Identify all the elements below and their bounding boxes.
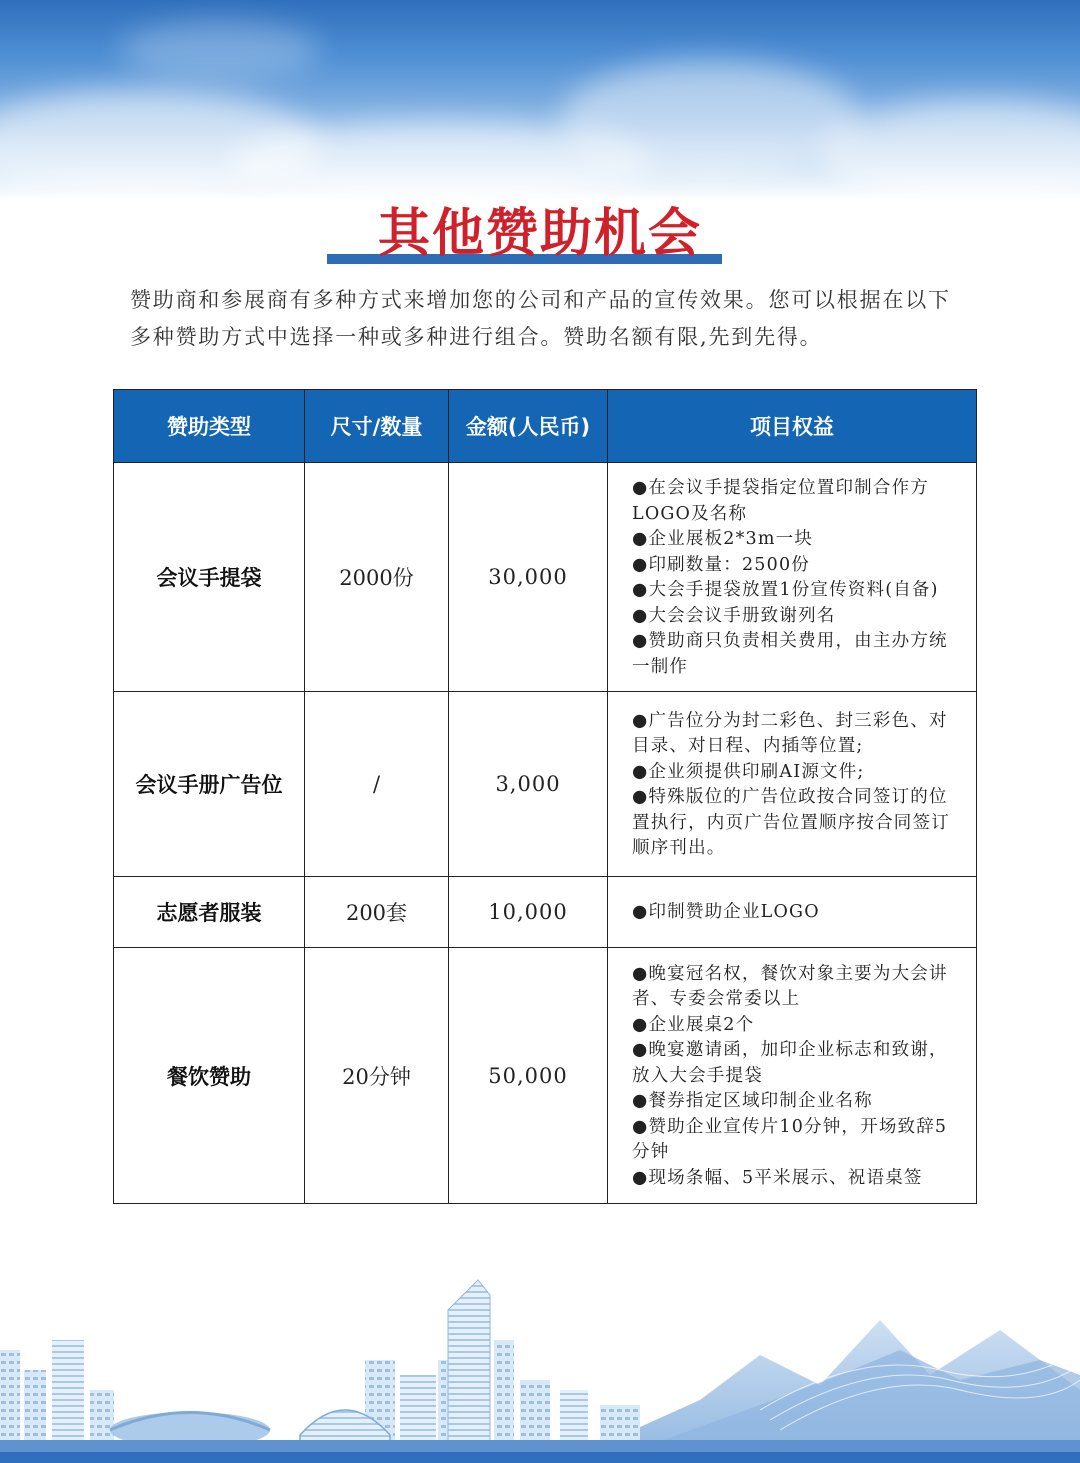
benefit-item: ●特殊版位的广告位政按合同签订的位置执行，内页广告位置顺序按合同签订顺序刊出。 bbox=[632, 787, 950, 858]
benefit-item: ●晚宴冠名权，餐饮对象主要为大会讲者、专委会常委以上 bbox=[632, 963, 948, 1010]
table-row bbox=[114, 877, 977, 948]
benefit-item: ●在会议手提袋指定位置印制合作方LOGO及名称 bbox=[632, 478, 929, 524]
col-header-size: 尺寸/数量 bbox=[305, 390, 449, 463]
cell-type: 志愿者服装 bbox=[114, 877, 305, 948]
benefit-item: ●企业展板2*3m一块 bbox=[632, 529, 814, 549]
intro-paragraph: 赞助商和参展商有多种方式来增加您的公司和产品的宣传效果。您可以根据在以下多种赞助方式中选择一种或多种进行组合。赞助名额有限,先到先得。 bbox=[130, 288, 951, 349]
table-row bbox=[114, 692, 977, 877]
title-block bbox=[0, 198, 1080, 270]
cell-size: 20分钟 bbox=[305, 948, 449, 1204]
sponsorship-table bbox=[113, 389, 977, 1204]
cell-size: 2000份 bbox=[305, 463, 449, 692]
benefit-item: ●赞助商只负责相关费用，由主办方统一制作 bbox=[632, 631, 948, 677]
benefit-item: ●晚宴邀请函，加印企业标志和致谢，放入大会手提袋 bbox=[632, 1040, 948, 1086]
col-header-benefits: 项目权益 bbox=[608, 390, 977, 463]
cell-type: 会议手提袋 bbox=[114, 463, 305, 692]
cell-amount: 50,000 bbox=[449, 948, 608, 1204]
benefit-item: ●印制赞助企业LOGO bbox=[632, 902, 820, 923]
cell-size: / bbox=[305, 692, 449, 877]
page-title: 其他赞助机会 bbox=[377, 204, 702, 264]
benefit-item: ●印刷数量：2500份 bbox=[632, 554, 811, 575]
benefit-item: ●餐券指定区域印制企业名称 bbox=[632, 1091, 873, 1112]
cell-amount: 30,000 bbox=[449, 463, 608, 692]
table-row bbox=[114, 463, 977, 692]
cell-benefits bbox=[608, 877, 977, 948]
benefit-item: ●大会会议手册致谢列名 bbox=[632, 605, 836, 626]
col-header-type: 赞助类型 bbox=[114, 390, 305, 463]
cell-type: 会议手册广告位 bbox=[114, 692, 305, 877]
table-header-row bbox=[114, 390, 977, 463]
benefit-item: ●大会手提袋放置1份宣传资料(自备) bbox=[632, 580, 939, 600]
col-header-amount: 金额(人民币) bbox=[449, 390, 608, 463]
benefit-item: ●企业展桌2个 bbox=[632, 1014, 755, 1035]
benefit-item: ●赞助企业宣传片10分钟，开场致辞5分钟 bbox=[632, 1116, 948, 1163]
cell-benefits bbox=[608, 692, 977, 877]
benefit-item: ●现场条幅、5平米展示、祝语桌签 bbox=[632, 1167, 923, 1188]
cell-amount: 3,000 bbox=[449, 692, 608, 877]
cell-benefits bbox=[608, 463, 977, 692]
cell-type: 餐饮赞助 bbox=[114, 948, 305, 1204]
cell-benefits bbox=[608, 948, 977, 1204]
table-row bbox=[114, 948, 977, 1204]
cell-size: 200套 bbox=[305, 877, 449, 948]
benefit-item: ●广告位分为封二彩色、封三彩色、对目录、对日程、内插等位置; bbox=[632, 710, 948, 756]
cell-amount: 10,000 bbox=[449, 877, 608, 948]
city-skyline-illustration bbox=[0, 1200, 1080, 1463]
benefit-item: ●企业须提供印刷AI源文件; bbox=[632, 761, 865, 782]
sky-banner bbox=[0, 0, 1080, 200]
